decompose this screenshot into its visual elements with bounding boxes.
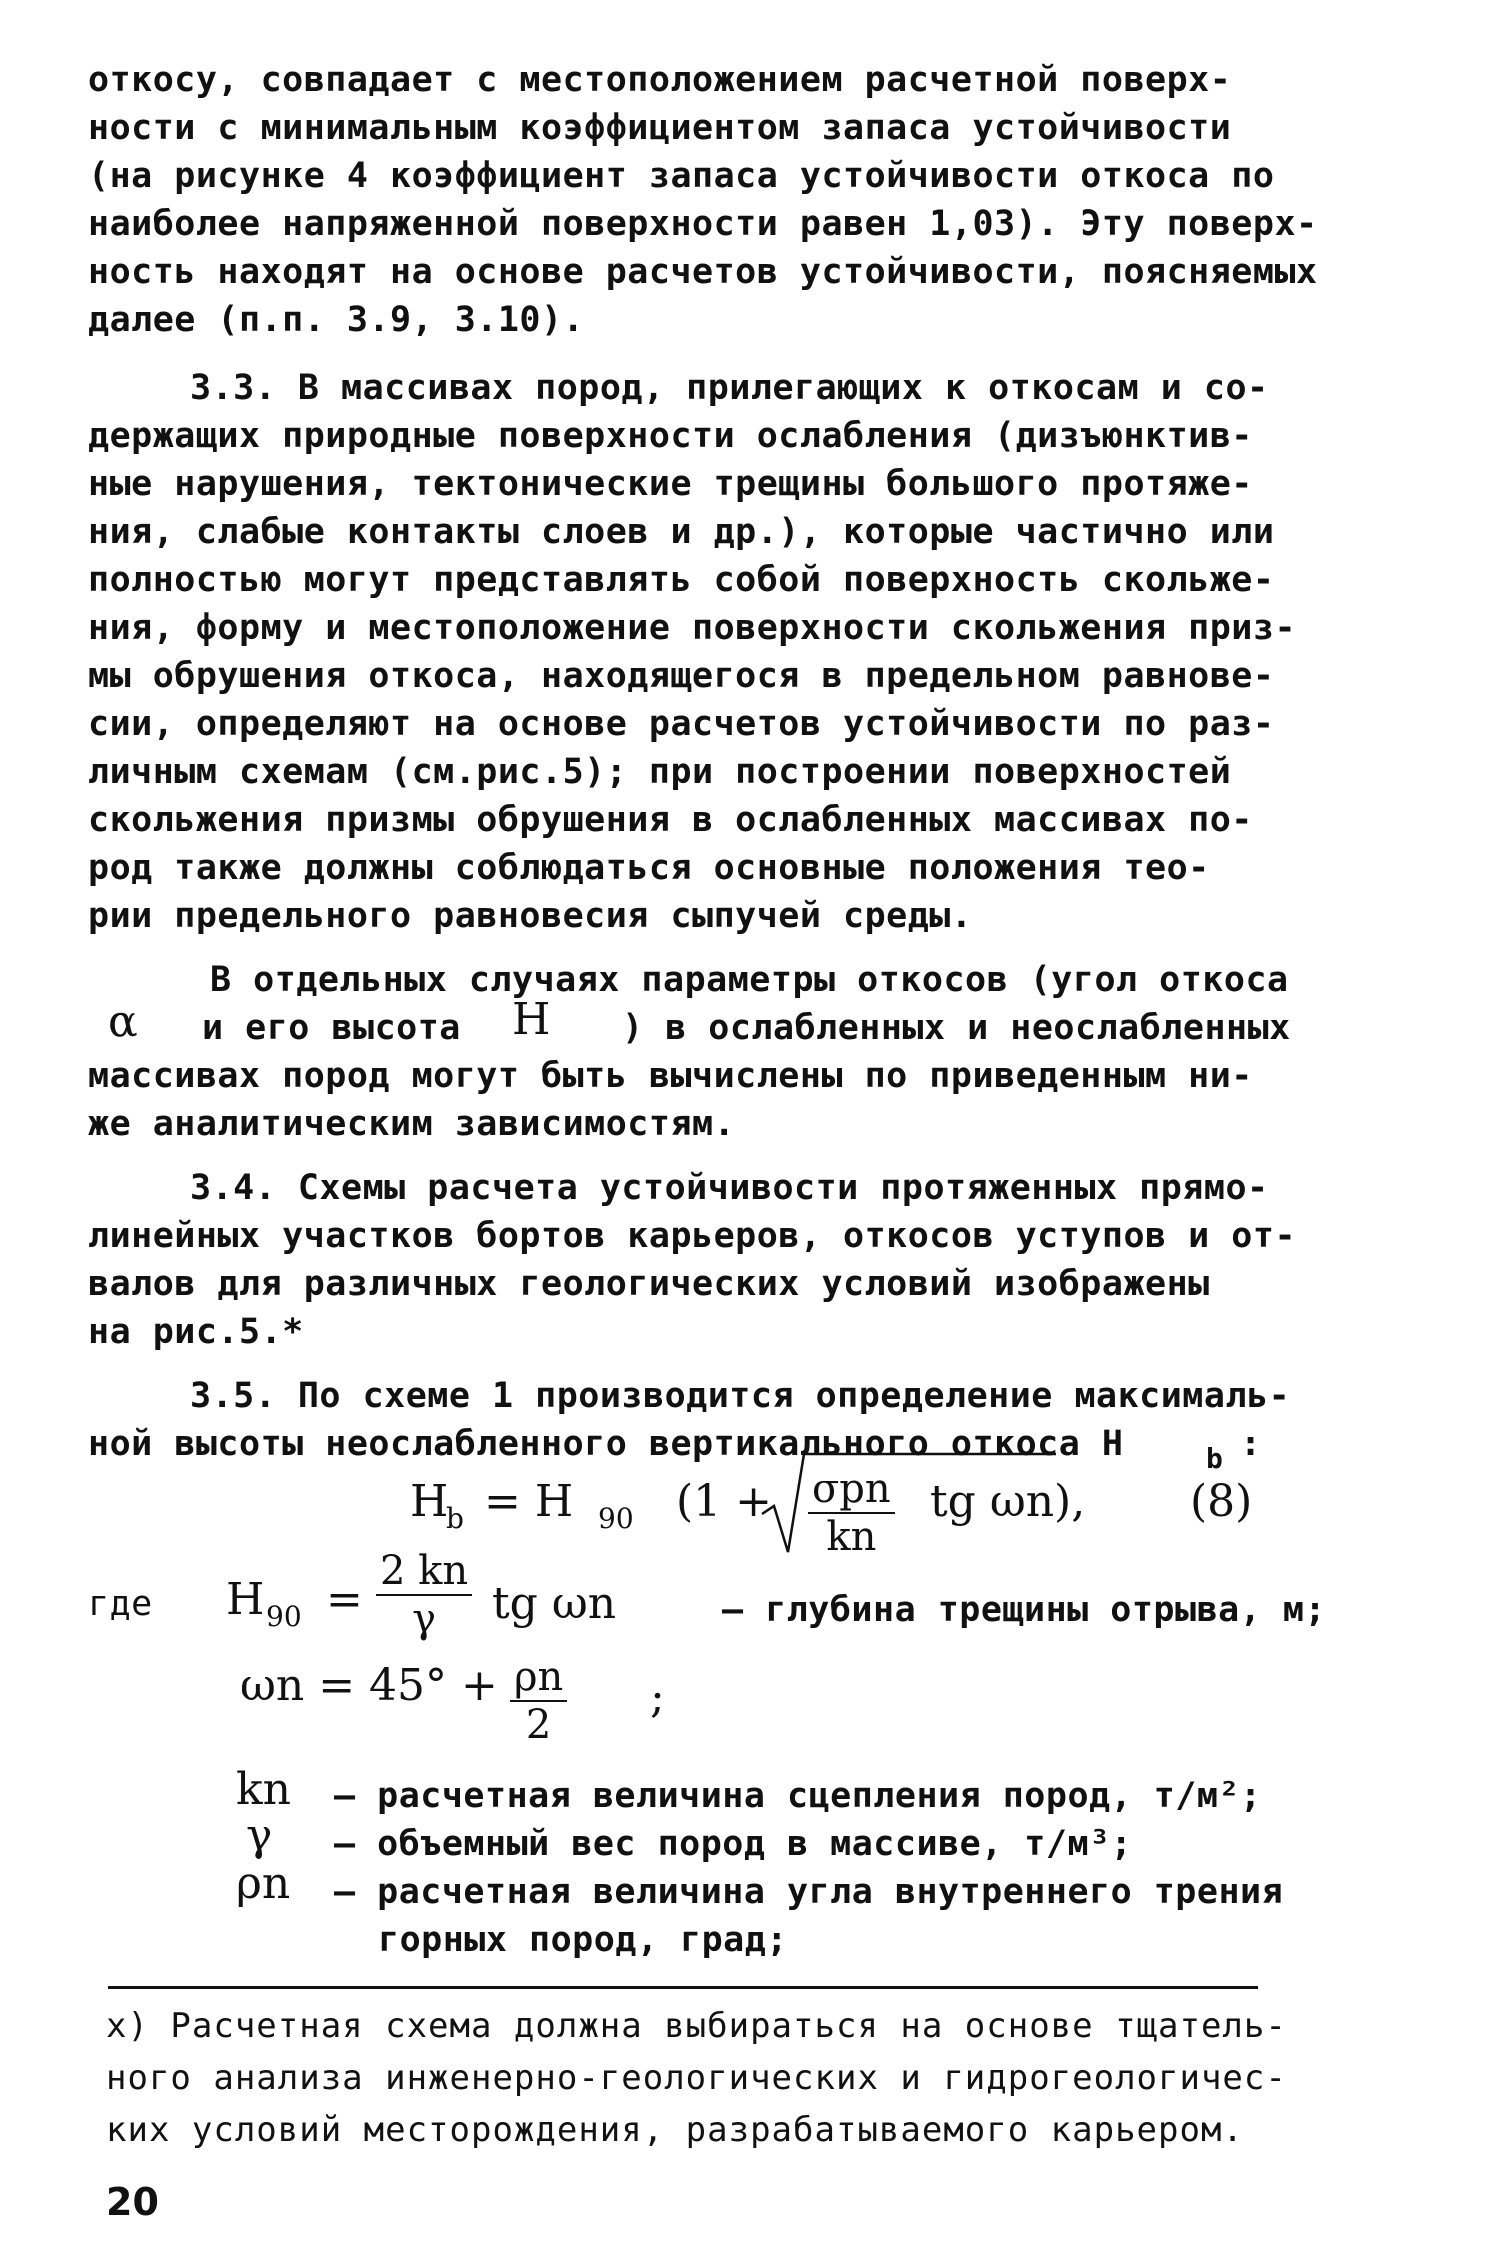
- def-symbol: ρn: [236, 1858, 291, 1909]
- where-label: где: [88, 1584, 153, 1624]
- omega-numerator: ρn: [510, 1654, 567, 1702]
- omega-denominator: 2: [525, 1702, 552, 1748]
- text-line: ности с минимальным коэффициентом запаса устойчивости: [88, 108, 1232, 148]
- formula-lhs: H: [410, 1476, 449, 1527]
- subscript: 90: [598, 1502, 634, 1535]
- page-number: 20: [106, 2180, 159, 2224]
- footnote-divider: [108, 1986, 1258, 1989]
- h90-numerator: 2 kn: [376, 1548, 472, 1596]
- equation-number: (8): [1190, 1476, 1253, 1527]
- def-text: – расчетная величина угла внутреннего трения: [334, 1872, 1284, 1912]
- text-line: валов для различных геологических условий изображены: [88, 1264, 1210, 1304]
- text-line: на рис.5.*: [88, 1312, 304, 1352]
- def-text-continued: горных пород, град;: [378, 1920, 788, 1960]
- text-line: мы обрушения откоса, находящегося в предельном равнове-: [88, 656, 1275, 696]
- alpha-symbol: α: [108, 996, 138, 1047]
- omega-end: ;: [650, 1672, 665, 1723]
- subscript: b: [1206, 1442, 1224, 1475]
- text-line: ность находят на основе расчетов устойчивости, поясняемых: [88, 252, 1318, 292]
- omega-formula: ωn = 45° +: [240, 1660, 498, 1711]
- text-line: В отдельных случаях параметры откосов (угол откоса: [210, 960, 1289, 1000]
- text-line: линейных участков бортов карьеров, откосов уступов и от-: [88, 1216, 1297, 1256]
- formula-tg: tg ωn: [492, 1578, 617, 1629]
- subscript: 90: [266, 1600, 302, 1633]
- h90-fraction: [376, 1548, 472, 1642]
- def-text: – расчетная величина сцепления пород, т/м²;: [334, 1776, 1262, 1816]
- text-line: ) в ослабленных и неослабленных: [622, 1008, 1291, 1048]
- text-line: :: [1240, 1424, 1262, 1464]
- text-line: (на рисунке 4 коэффициент запаса устойчивости откоса по: [88, 156, 1275, 196]
- text-line: и его высота: [202, 1008, 461, 1048]
- formula-eq: = H: [484, 1476, 574, 1527]
- text-line: личным схемам (см.рис.5); при построении поверхностей: [88, 752, 1232, 792]
- text-line: ные нарушения, тектонические трещины большого протяже-: [88, 464, 1253, 504]
- footnote-line: ких условий месторождения, разрабатываемого карьером.: [106, 2110, 1244, 2150]
- def-symbol: γ: [246, 1810, 273, 1861]
- section-3-5-heading-line: 3.5. По схеме 1 производится определение максималь-: [190, 1376, 1291, 1416]
- def-text: – объемный вес пород в массиве, т/м³;: [334, 1824, 1133, 1864]
- h90-description: – глубина трещины отрыва, м;: [722, 1590, 1327, 1630]
- text-line: род также должны соблюдаться основные положения тео-: [88, 848, 1210, 888]
- formula-tg: tg ωn),: [930, 1476, 1086, 1527]
- sqrt-numerator: σpn: [808, 1466, 895, 1514]
- text-line: ния, слабые контакты слоев и др.), которые частично или: [88, 512, 1275, 552]
- formula-eq: =: [326, 1574, 363, 1625]
- footnote-line: ного анализа инженерно-геологических и гидрогеологичес-: [106, 2058, 1287, 2098]
- text-line: массивах пород могут быть вычислены по приведенным ни-: [88, 1056, 1253, 1096]
- text-line: ной высоты неослабленного вертикального откоса H: [88, 1424, 1124, 1464]
- section-3-3-heading-line: 3.3. В массивах пород, прилегающих к откосам и со-: [190, 368, 1269, 408]
- text-line: далее (п.п. 3.9, 3.10).: [88, 300, 585, 340]
- h90-symbol: H: [226, 1574, 265, 1625]
- text-line: рии предельного равновесия сыпучей среды.: [88, 896, 973, 936]
- footnote-line: х) Расчетная схема должна выбираться на основе тщатель-: [106, 2006, 1287, 2046]
- subscript: b: [446, 1502, 464, 1535]
- sqrt-fraction: [808, 1466, 895, 1560]
- section-3-4-heading-line: 3.4. Схемы расчета устойчивости протяженных прямо-: [190, 1168, 1269, 1208]
- def-symbol: kn: [236, 1764, 291, 1815]
- text-line: откосу, совпадает с местоположением расчетной поверх-: [88, 60, 1232, 100]
- height-symbol: H: [512, 994, 551, 1045]
- h90-denominator: γ: [412, 1596, 437, 1642]
- text-line: скольжения призмы обрушения в ослабленных массивах по-: [88, 800, 1253, 840]
- formula-open: (1 +: [676, 1476, 773, 1527]
- text-line: ния, форму и местоположение поверхности скольжения приз-: [88, 608, 1297, 648]
- text-line: наиболее напряженной поверхности равен 1,03). Эту поверх-: [88, 204, 1318, 244]
- text-line: полностью могут представлять собой поверхность скольже-: [88, 560, 1275, 600]
- sqrt-denominator: kn: [826, 1514, 877, 1560]
- omega-fraction: [510, 1654, 567, 1748]
- text-line: же аналитическим зависимостям.: [88, 1104, 736, 1144]
- text-line: держащих природные поверхности ослабления (дизъюнктив-: [88, 416, 1253, 456]
- text-line: сии, определяют на основе расчетов устойчивости по раз-: [88, 704, 1275, 744]
